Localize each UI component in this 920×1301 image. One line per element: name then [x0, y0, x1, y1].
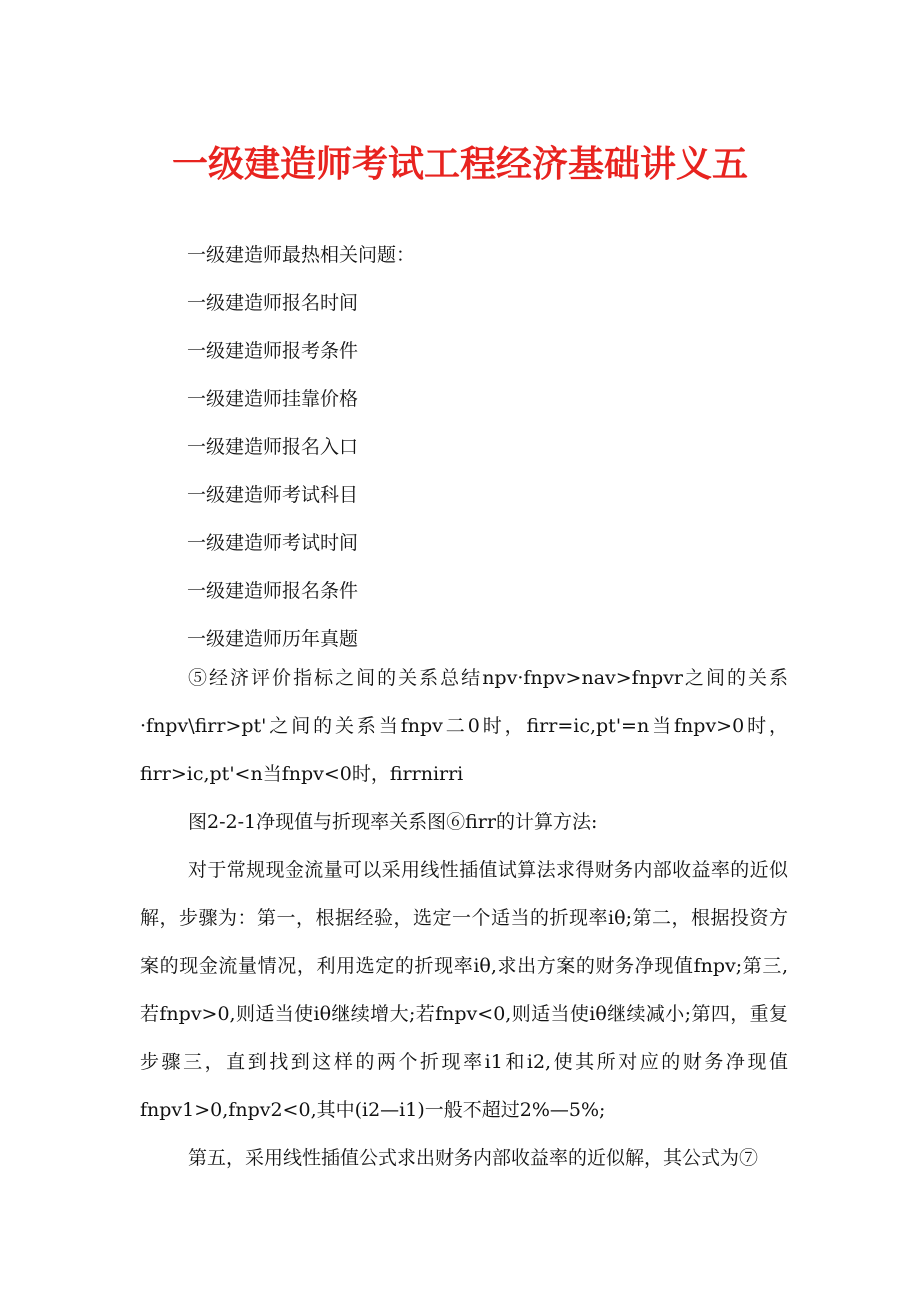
link-affiliation-price[interactable]: 一级建造师挂靠价格: [187, 388, 359, 410]
link-registration-conditions[interactable]: 一级建造师报名条件: [187, 580, 359, 602]
document-title: 一级建造师考试工程经济基础讲义五: [171, 144, 748, 185]
related-links-heading: 一级建造师最热相关问题：: [187, 244, 416, 266]
link-exam-time[interactable]: 一级建造师考试时间: [187, 532, 359, 554]
paragraph-step-five: 第五，采用线性插值公式求出财务内部收益率的近似解，其公式为⑦: [188, 1147, 759, 1169]
link-past-exam-papers[interactable]: 一级建造师历年真题: [187, 628, 359, 650]
link-registration-time[interactable]: 一级建造师报名时间: [187, 292, 359, 314]
link-exam-requirements[interactable]: 一级建造师报考条件: [187, 340, 359, 362]
paragraph-calculation-steps: 对于常规现金流量可以采用线性插值试算法求得财务内部收益率的近似解，步骤为：第一，根据经验，选定一个适当的折现率iθ;第二，根据投资方案的现金流量情况，利用选定的折现率iθ,求出方案的财务净现值fnpv;第三,若fnpv>0,则适当使iθ继续增大;若fnpv<0,则适当使iθ继续减小;第四，重复步骤三，直到找到这样的两个折现率i1和i2,使其所对应的财务净现值fnpv1>0,fnpv2<0,其中(i2—i1)一般不超过2%—5%;: [140, 859, 788, 1121]
paragraph-figure-caption: 图2-2-1净现值与折现率关系图⑥firr的计算方法:: [188, 811, 598, 833]
paragraph-indicator-relations: ⑤经济评价指标之间的关系总结npv·fnpv>nav>fnpvr之间的关系·fnpv\firr>pt'之间的关系当fnpv二0时，firr=ic,pt'=n当fnpv>0时，firr>ic,pt'<n当fnpv<0时，firrnirri: [140, 667, 788, 785]
link-registration-portal[interactable]: 一级建造师报名入口: [187, 436, 359, 458]
link-exam-subjects[interactable]: 一级建造师考试科目: [187, 484, 359, 506]
related-links-list: [187, 231, 415, 663]
